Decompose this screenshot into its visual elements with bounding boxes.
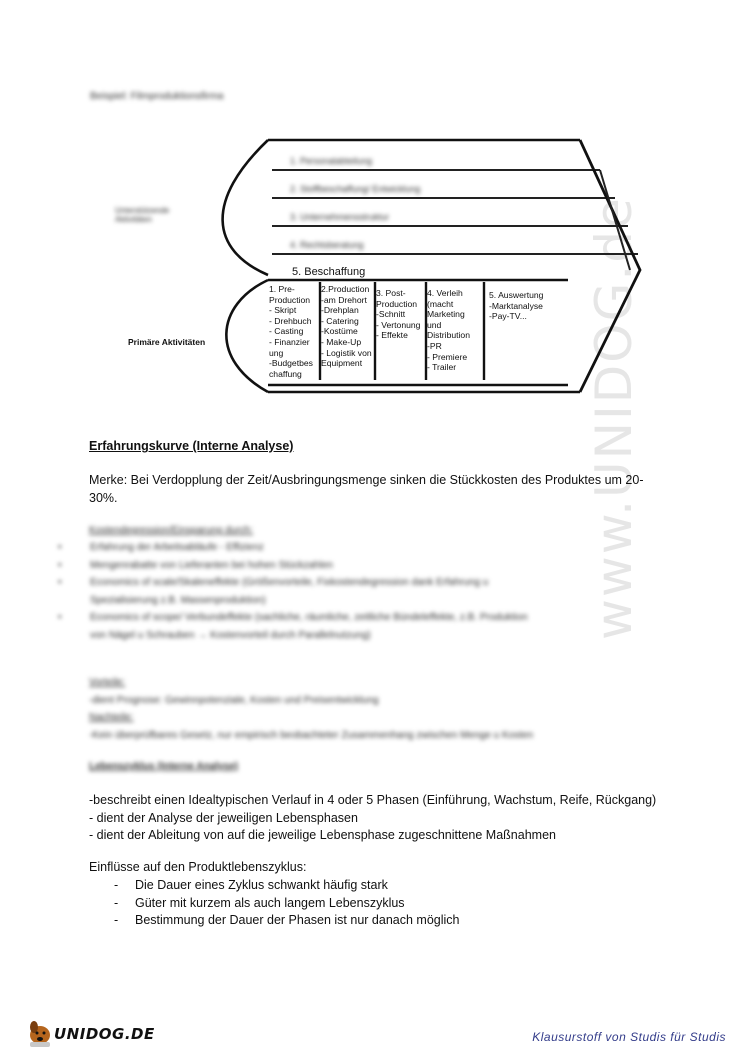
blurred-vorteile [89,674,533,744]
phase-verleih: 4. Verleih (macht Marketing und Distribution -PR - Premiere - Trailer [427,288,470,373]
lebenszyklus-line: - dient der Ableitung von auf die jeweilige Lebensphase zugeschnittene Maßnahmen [89,828,556,842]
value-chain-diagram [110,130,650,400]
phase-production: 2.Production -am Drehort -Drehplan - Catering -Kostüme - Make-Up - Logistik von Equipment [321,284,372,369]
vorteile-text: -dient Prognose: Gewinnpotenziale, Kosten und Preisentwicklung [89,694,379,706]
einfluesse-heading: Einflüsse auf den Produktlebenszyklus: [89,860,307,874]
nachteile-label: Nachteile: [89,712,134,723]
lebenszyklus-line: - dient der Analyse der jeweiligen Lebensphasen [89,810,358,825]
beschaffung-label: 5. Beschaffung [292,266,366,278]
nachteile-text: -Kein überprüfbares Gesetz, nur empirisch beobachteter Zusammenhang zwischen Menge u Kosten [89,729,534,741]
support-row-1: 1. Personalabteilung [290,156,373,166]
logo-text: UNIDOG.DE [54,1025,155,1043]
phase-pre-production: 1. Pre- Production - Skript - Drehbuch - Casting - Finanzier ung -Budgetbes chaffung [269,284,313,379]
list-item: - Güter mit kurzem als auch langem Lebenszyklus [114,895,405,910]
lebenszyklus-lines [89,792,656,845]
blurred-list-item: • Economics of scope/ Verbundeffekte (sachliche, räumliche, zeitliche Bündeleffekte, z.B. Produktion [70,609,528,627]
phase-auswertung: 5. Auswertung -Marktanalyse -Pay-TV... [489,290,544,322]
einfluesse-list [114,877,459,930]
blurred-list-item: • Mengenrabatte von Lieferanten bei hohen Stückzahlen [70,557,528,575]
primary-activities-label: Primäre Aktivitäten [128,337,206,347]
unidog-logo [26,1015,156,1049]
lebenszyklus-line: -beschreibt einen Idealtypischen Verlauf in 4 oder 5 Phasen (Einführung, Wachstum, Reife, Rückgang) [89,793,657,807]
list-item: - Bestimmung der Dauer der Phasen ist nur danach möglich [114,913,460,927]
phase-post-production: 3. Post- Production -Schnitt - Vertonung - Effekte [376,288,421,341]
value-chain-lines [110,130,650,400]
list-item: - Die Dauer eines Zyklus schwankt häufig stark [114,878,388,892]
blurred-list-item: Spezialisierung z.B. Massenproduktion) [90,594,266,606]
support-curve [223,140,268,275]
blurred-heading-kostendegression: Kostendegression/Einsparung durch: [89,525,253,536]
blurred-list-item: • Erfahrung der Arbeitsabläufe - Effizienz [70,539,528,557]
support-activities-label: Unterstützende Aktivitäten [115,206,170,224]
section-heading-erfahrungskurve: Erfahrungskurve (Interne Analyse) [89,439,294,453]
primary-curve [226,280,268,392]
footer-tagline: Klausurstoff von Studis für Studis [532,1030,726,1044]
blurred-heading-lebenszyklus: Lebenszyklus (Interne Analyse) [89,761,239,772]
blurred-list [70,539,528,644]
vorteile-label: Vorteile: [89,677,126,688]
blurred-list-item: von Nägel u Schrauben → Kostenvorteil durch Parallelnutzung) [90,629,371,641]
blurred-list-item: • Economics of scale/Skaleneffekte (Größenvorteile, Fixkostendegression dank Erfahrung u [70,574,528,592]
diagram-title: Beispiel: Filmproduktionsfirma [90,91,224,102]
watermark: www.UNIDOG.de [585,196,643,640]
support-row-2: 2. Stoffbeschaffung/ Entwicklung [290,184,421,194]
support-row-4: 4. Rechtsberatung [290,240,364,250]
support-row-3: 3. Unternehmensstruktur [290,212,390,222]
merke-paragraph: Merke: Bei Verdopplung der Zeit/Ausbringungsmenge sinken die Stückkosten des Produktes um 20-30%. [89,473,644,505]
